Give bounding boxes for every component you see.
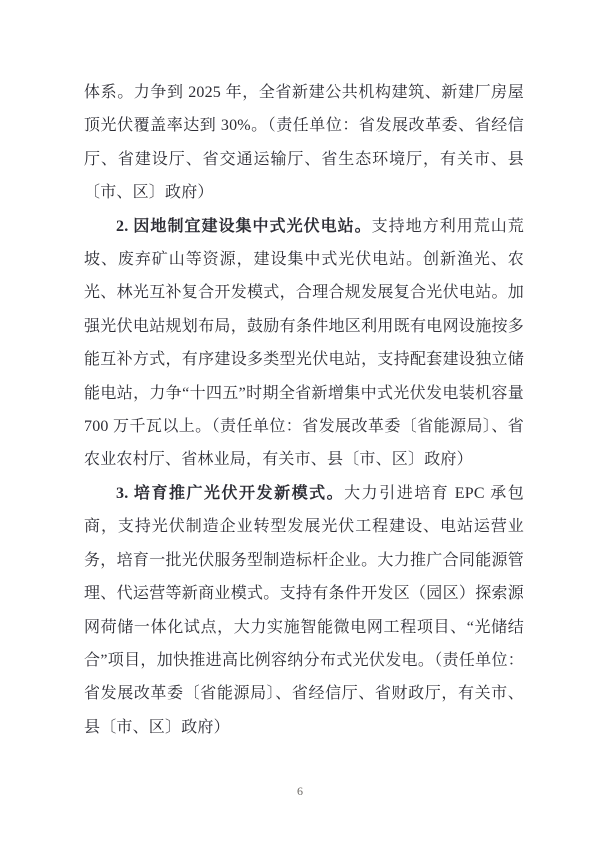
document-body (84, 76, 524, 744)
paragraph (84, 477, 524, 744)
paragraph (84, 76, 524, 210)
paragraph (84, 210, 524, 477)
text-run: 大力引进培育 EPC 承包商，支持光伏制造企业转型发展光伏工程建设、电站运营业务，培育一批光伏服务型制造标杆企业。大力推广合同能源管理、代运营等新商业模式。支持有条件开发区（园区）探索源网荷储一体化试点，大力实施智能微电网工程项目、“光储结合”项目，加快推进高比例容纳分布式光伏发电。（责任单位：省发展改革委〔省能源局〕、省经信厅、省财政厅，有关市、县〔市、区〕政府） (84, 484, 524, 736)
heading-run: 3. 培育推广光伏开发新模式。 (116, 484, 345, 502)
heading-run: 2. 因地制宜建设集中式光伏电站。 (116, 217, 372, 235)
text-run: 体系。力争到 2025 年，全省新建公共机构建筑、新建厂房屋顶光伏覆盖率达到 30%。（责任单位：省发展改革委、省经信厅、省建设厅、省交通运输厅、省生态环境厅，有关市、县〔市、区〕政府） (84, 84, 524, 202)
text-run: 支持地方利用荒山荒坡、废弃矿山等资源，建设集中式光伏电站。创新渔光、农光、林光互补复合开发模式，合理合规发展复合光伏电站。加强光伏电站规划布局，鼓励有条件地区利用既有电网设施按多能互补方式，有序建设多类型光伏电站，支持配套建设独立储能电站，力争“十四五”时期全省新增集中式光伏发电装机容量 700 万千瓦以上。（责任单位：省发展改革委〔省能源局〕、省农业农村厅、省林业局，有关市、县〔市、区〕政府） (84, 217, 524, 469)
page-number: 6 (297, 784, 303, 798)
